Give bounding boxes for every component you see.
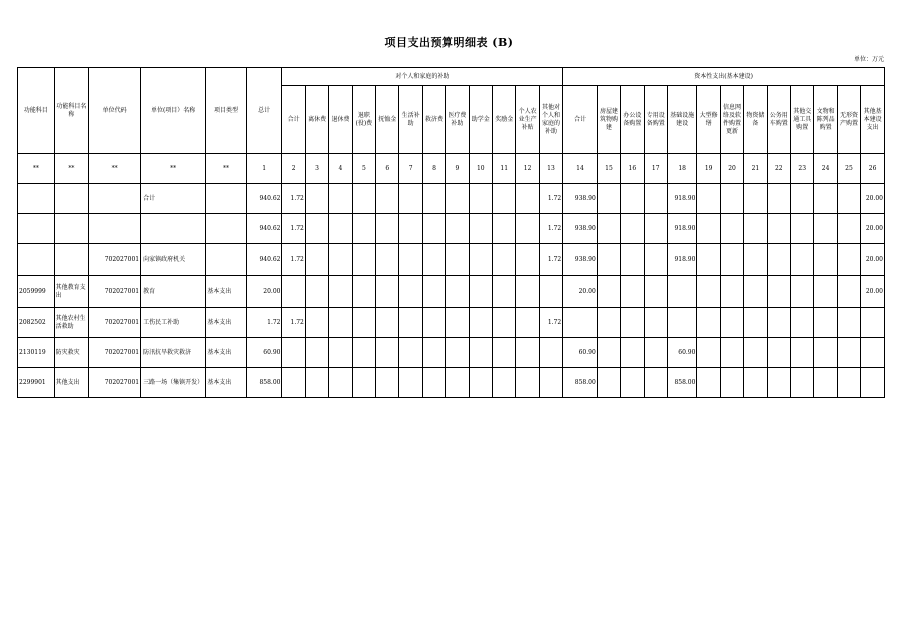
- table-cell: [305, 244, 328, 276]
- table-cell: [376, 214, 399, 244]
- col-func-subject: 功能科目: [18, 68, 55, 154]
- index-cell: 8: [422, 154, 445, 184]
- col-g2-header: 基础设施建设: [667, 86, 697, 154]
- index-cell: **: [141, 154, 206, 184]
- table-cell: [621, 244, 644, 276]
- table-cell: [791, 338, 814, 368]
- table-cell: [861, 368, 885, 398]
- table-cell: 938.90: [563, 244, 598, 276]
- col-func-name: 功能科目名称: [54, 68, 89, 154]
- table-row: [18, 276, 885, 308]
- table-cell: [767, 368, 790, 398]
- table-cell: 1.72: [539, 214, 562, 244]
- table-cell: [837, 308, 860, 338]
- index-row-body: [18, 154, 885, 184]
- table-cell: [493, 214, 516, 244]
- col-g1-header: 抚恤金: [376, 86, 399, 154]
- table-row: [18, 338, 885, 368]
- table-cell: [54, 184, 89, 214]
- index-cell: 6: [376, 154, 399, 184]
- table-cell: [791, 308, 814, 338]
- table-cell: 1.72: [282, 214, 305, 244]
- table-cell: [329, 338, 352, 368]
- table-cell: [667, 276, 697, 308]
- table-cell: 教育: [141, 276, 206, 308]
- table-cell: [516, 214, 539, 244]
- table-cell: [791, 368, 814, 398]
- table-cell: 其他农村生活救助: [54, 308, 89, 338]
- table-cell: 918.90: [667, 244, 697, 276]
- table-cell: 702027001: [89, 244, 141, 276]
- table-cell: [18, 214, 55, 244]
- table-cell: 基本支出: [206, 276, 247, 308]
- table-cell: [516, 276, 539, 308]
- table-cell: 20.00: [861, 244, 885, 276]
- header-row-1: [18, 68, 885, 86]
- table-cell: [767, 214, 790, 244]
- index-cell: **: [18, 154, 55, 184]
- table-cell: [621, 338, 644, 368]
- col-g1-header: 个人农业生产补贴: [516, 86, 539, 154]
- table-cell: [206, 214, 247, 244]
- table-cell: [516, 244, 539, 276]
- table-cell: [469, 276, 492, 308]
- table-cell: [744, 184, 767, 214]
- table-cell: 合计: [141, 184, 206, 214]
- table-cell: [329, 214, 352, 244]
- table-cell: 防汛抗旱救灾救济: [141, 338, 206, 368]
- index-cell: 7: [399, 154, 422, 184]
- table-cell: [305, 184, 328, 214]
- table-cell: [305, 214, 328, 244]
- table-cell: 702027001: [89, 308, 141, 338]
- table-cell: 940.62: [246, 244, 282, 276]
- table-cell: [814, 338, 837, 368]
- index-cell: 21: [744, 154, 767, 184]
- table-cell: [282, 276, 305, 308]
- table-cell: [446, 244, 469, 276]
- table-cell: 940.62: [246, 214, 282, 244]
- table-cell: [446, 338, 469, 368]
- index-cell: 24: [814, 154, 837, 184]
- table-cell: 60.90: [246, 338, 282, 368]
- table-cell: [329, 184, 352, 214]
- table-cell: [206, 184, 247, 214]
- col-unit-name: 单位(项目）名称: [141, 68, 206, 154]
- table-cell: [141, 214, 206, 244]
- table-cell: [791, 276, 814, 308]
- table-cell: 1.72: [282, 184, 305, 214]
- table-cell: [837, 214, 860, 244]
- table-cell: [376, 338, 399, 368]
- table-cell: [597, 276, 620, 308]
- col-g2-header: 其他交通工具购置: [791, 86, 814, 154]
- table-cell: [720, 276, 743, 308]
- table-cell: [493, 368, 516, 398]
- table-cell: [469, 308, 492, 338]
- table-cell: [399, 184, 422, 214]
- table-cell: [329, 276, 352, 308]
- table-cell: [814, 368, 837, 398]
- table-cell: [54, 214, 89, 244]
- table-cell: [422, 184, 445, 214]
- table-cell: 20.00: [861, 276, 885, 308]
- table-cell: [861, 338, 885, 368]
- table-cell: [376, 184, 399, 214]
- table-cell: [352, 338, 375, 368]
- table-cell: [791, 214, 814, 244]
- table-cell: [399, 276, 422, 308]
- index-cell: 25: [837, 154, 860, 184]
- table-cell: 其他教育支出: [54, 276, 89, 308]
- table-cell: [720, 244, 743, 276]
- table-cell: [352, 244, 375, 276]
- index-cell: **: [54, 154, 89, 184]
- col-total: 总计: [246, 68, 282, 154]
- table-cell: [814, 184, 837, 214]
- table-cell: [837, 368, 860, 398]
- budget-table: [17, 67, 885, 398]
- index-cell: **: [89, 154, 141, 184]
- table-cell: 702027001: [89, 276, 141, 308]
- index-cell: 12: [516, 154, 539, 184]
- col-g1-header: 离休费: [305, 86, 328, 154]
- index-cell: 11: [493, 154, 516, 184]
- col-g1-header: 生活补助: [399, 86, 422, 154]
- table-cell: [469, 244, 492, 276]
- table-cell: 20.00: [246, 276, 282, 308]
- index-cell: 9: [446, 154, 469, 184]
- col-g1-header: 退职(役)费: [352, 86, 375, 154]
- table-cell: [667, 308, 697, 338]
- table-cell: [539, 368, 562, 398]
- table-cell: [767, 276, 790, 308]
- table-cell: [597, 308, 620, 338]
- index-cell: 3: [305, 154, 328, 184]
- col-g1-header: 医疗费补助: [446, 86, 469, 154]
- table-cell: [597, 244, 620, 276]
- table-cell: [744, 214, 767, 244]
- table-row: [18, 214, 885, 244]
- table-cell: [422, 244, 445, 276]
- table-cell: 1.72: [539, 184, 562, 214]
- table-cell: 20.00: [861, 184, 885, 214]
- table-cell: 918.90: [667, 184, 697, 214]
- table-cell: 702027001: [89, 368, 141, 398]
- col-g2-header: 文物和陈列品购置: [814, 86, 837, 154]
- index-cell: 4: [329, 154, 352, 184]
- table-cell: [644, 214, 667, 244]
- table-cell: [644, 308, 667, 338]
- table-cell: [697, 184, 720, 214]
- table-cell: [791, 184, 814, 214]
- table-cell: [493, 308, 516, 338]
- col-project-type: 项目类型: [206, 68, 247, 154]
- table-cell: [206, 244, 247, 276]
- table-cell: [837, 276, 860, 308]
- table-cell: [399, 244, 422, 276]
- table-cell: [744, 338, 767, 368]
- table-cell: [305, 368, 328, 398]
- table-cell: [89, 184, 141, 214]
- table-cell: [469, 184, 492, 214]
- table-cell: [814, 244, 837, 276]
- index-row: [18, 154, 885, 184]
- table-cell: [744, 308, 767, 338]
- table-cell: [837, 184, 860, 214]
- table-cell: [329, 244, 352, 276]
- table-cell: [837, 338, 860, 368]
- col-g1-header: 其他对个人和家庭的补助: [539, 86, 562, 154]
- index-cell: 18: [667, 154, 697, 184]
- table-cell: 20.00: [861, 214, 885, 244]
- table-cell: [446, 308, 469, 338]
- index-cell: 16: [621, 154, 644, 184]
- table-cell: [493, 276, 516, 308]
- table-cell: [329, 368, 352, 398]
- table-cell: [89, 214, 141, 244]
- col-g2-header: 大型修缮: [697, 86, 720, 154]
- table-cell: [516, 308, 539, 338]
- col-g2-header: 其他基本建设支出: [861, 86, 885, 154]
- col-g2-header: 专用设备购置: [644, 86, 667, 154]
- table-cell: [422, 368, 445, 398]
- table-cell: [697, 368, 720, 398]
- table-cell: [422, 308, 445, 338]
- table-cell: [767, 338, 790, 368]
- col-g2-header: 合计: [563, 86, 598, 154]
- col-g1-header: 救济费: [422, 86, 445, 154]
- table-cell: [791, 244, 814, 276]
- table-cell: [446, 184, 469, 214]
- table-cell: 858.00: [563, 368, 598, 398]
- table-cell: [516, 338, 539, 368]
- index-cell: 5: [352, 154, 375, 184]
- table-cell: 其他支出: [54, 368, 89, 398]
- table-cell: [54, 244, 89, 276]
- table-cell: [621, 368, 644, 398]
- table-cell: [493, 338, 516, 368]
- table-cell: [469, 368, 492, 398]
- table-cell: [814, 308, 837, 338]
- index-cell: 20: [720, 154, 743, 184]
- table-cell: 基本支出: [206, 368, 247, 398]
- table-cell: [697, 214, 720, 244]
- table-cell: [399, 308, 422, 338]
- col-g1-header: 奖励金: [493, 86, 516, 154]
- table-cell: [621, 214, 644, 244]
- table-cell: [597, 214, 620, 244]
- table-cell: 1.72: [539, 308, 562, 338]
- table-cell: [621, 276, 644, 308]
- table-cell: [329, 308, 352, 338]
- col-unit-code: 单位代码: [89, 68, 141, 154]
- table-cell: [305, 308, 328, 338]
- col-g2-header: 办公设备购置: [621, 86, 644, 154]
- table-cell: [744, 244, 767, 276]
- table-cell: 60.90: [667, 338, 697, 368]
- table-cell: 2059999: [18, 276, 55, 308]
- table-cell: [305, 338, 328, 368]
- table-cell: [621, 184, 644, 214]
- table-cell: [516, 368, 539, 398]
- table-cell: [814, 214, 837, 244]
- table-cell: [18, 244, 55, 276]
- table-cell: 1.72: [246, 308, 282, 338]
- table-cell: 1.72: [282, 308, 305, 338]
- table-cell: [282, 368, 305, 398]
- col-g2-header: 公务用车购置: [767, 86, 790, 154]
- col-g1-header: 合计: [282, 86, 305, 154]
- table-cell: 工伤民工补助: [141, 308, 206, 338]
- table-cell: [644, 244, 667, 276]
- table-cell: [837, 244, 860, 276]
- table-cell: [539, 338, 562, 368]
- group-capital-expenditure: 资本性支出(基本建设): [563, 68, 885, 86]
- table-cell: [376, 276, 399, 308]
- table-cell: [469, 214, 492, 244]
- data-rows-body: [18, 184, 885, 398]
- table-cell: [376, 308, 399, 338]
- table-cell: [697, 308, 720, 338]
- table-cell: [18, 184, 55, 214]
- table-cell: 2130119: [18, 338, 55, 368]
- col-g2-header: 信息网络及软件购置更新: [720, 86, 743, 154]
- col-g2-header: 物资储备: [744, 86, 767, 154]
- table-cell: 1.72: [282, 244, 305, 276]
- table-cell: [744, 368, 767, 398]
- table-cell: 938.90: [563, 214, 598, 244]
- table-row: [18, 244, 885, 276]
- table-cell: [720, 308, 743, 338]
- col-g2-header: 无形资产购置: [837, 86, 860, 154]
- index-cell: 14: [563, 154, 598, 184]
- unit-label: 单位：万元: [853, 56, 884, 63]
- index-cell: **: [206, 154, 247, 184]
- index-cell: 13: [539, 154, 562, 184]
- table-cell: [767, 244, 790, 276]
- table-cell: [493, 244, 516, 276]
- table-cell: [352, 184, 375, 214]
- table-cell: [697, 338, 720, 368]
- table-cell: [376, 368, 399, 398]
- table-cell: [563, 308, 598, 338]
- table-cell: [597, 338, 620, 368]
- table-cell: 858.00: [246, 368, 282, 398]
- table-cell: [720, 338, 743, 368]
- table-cell: 1.72: [539, 244, 562, 276]
- table-cell: 938.90: [563, 184, 598, 214]
- table-cell: [767, 308, 790, 338]
- table-cell: [352, 308, 375, 338]
- table-cell: [469, 338, 492, 368]
- table-cell: [446, 214, 469, 244]
- table-cell: 60.90: [563, 338, 598, 368]
- table-cell: 918.90: [667, 214, 697, 244]
- col-g1-header: 助学金: [469, 86, 492, 154]
- table-cell: [720, 214, 743, 244]
- table-cell: [376, 244, 399, 276]
- table-cell: [352, 368, 375, 398]
- table-cell: [399, 214, 422, 244]
- index-cell: 26: [861, 154, 885, 184]
- table-cell: [305, 276, 328, 308]
- table-cell: 防灾救灾: [54, 338, 89, 368]
- index-cell: 17: [644, 154, 667, 184]
- table-cell: 858.00: [667, 368, 697, 398]
- table-cell: [597, 184, 620, 214]
- table-cell: 基本支出: [206, 308, 247, 338]
- table-cell: [644, 276, 667, 308]
- table-cell: [767, 184, 790, 214]
- index-cell: 15: [597, 154, 620, 184]
- table-row: [18, 368, 885, 398]
- table-cell: [744, 276, 767, 308]
- table-cell: 2082502: [18, 308, 55, 338]
- table-cell: [282, 338, 305, 368]
- table-row: [18, 308, 885, 338]
- table-cell: 2299901: [18, 368, 55, 398]
- table-cell: [516, 184, 539, 214]
- index-cell: 1: [246, 154, 282, 184]
- table-cell: [493, 184, 516, 214]
- table-cell: [597, 368, 620, 398]
- table-cell: [644, 368, 667, 398]
- table-cell: 702027001: [89, 338, 141, 368]
- index-cell: 19: [697, 154, 720, 184]
- col-g2-header: 房屋建筑物购建: [597, 86, 620, 154]
- table-cell: [697, 244, 720, 276]
- table-cell: [720, 184, 743, 214]
- table-cell: [422, 276, 445, 308]
- table-cell: [814, 276, 837, 308]
- table-cell: [422, 214, 445, 244]
- col-g1-header: 退休费: [329, 86, 352, 154]
- table-cell: [720, 368, 743, 398]
- table-row: [18, 184, 885, 214]
- index-cell: 2: [282, 154, 305, 184]
- table-cell: [422, 338, 445, 368]
- table-cell: [644, 184, 667, 214]
- table-cell: [352, 276, 375, 308]
- table-cell: [399, 338, 422, 368]
- table-cell: [399, 368, 422, 398]
- table-cell: [352, 214, 375, 244]
- table-cell: [621, 308, 644, 338]
- table-cell: 向家镇政府机关: [141, 244, 206, 276]
- index-cell: 10: [469, 154, 492, 184]
- table-cell: 三路一场（集镇开发）: [141, 368, 206, 398]
- table-cell: [697, 276, 720, 308]
- table-cell: [644, 338, 667, 368]
- table-cell: [446, 368, 469, 398]
- table-cell: [861, 308, 885, 338]
- index-cell: 22: [767, 154, 790, 184]
- index-cell: 23: [791, 154, 814, 184]
- table-cell: [539, 276, 562, 308]
- table-cell: 基本支出: [206, 338, 247, 368]
- page-title: 项目支出预算明细表 (B): [384, 36, 514, 49]
- group-personal-subsidy: 对个人和家庭的补助: [282, 68, 563, 86]
- table-cell: 940.62: [246, 184, 282, 214]
- table-cell: [446, 276, 469, 308]
- table-cell: 20.00: [563, 276, 598, 308]
